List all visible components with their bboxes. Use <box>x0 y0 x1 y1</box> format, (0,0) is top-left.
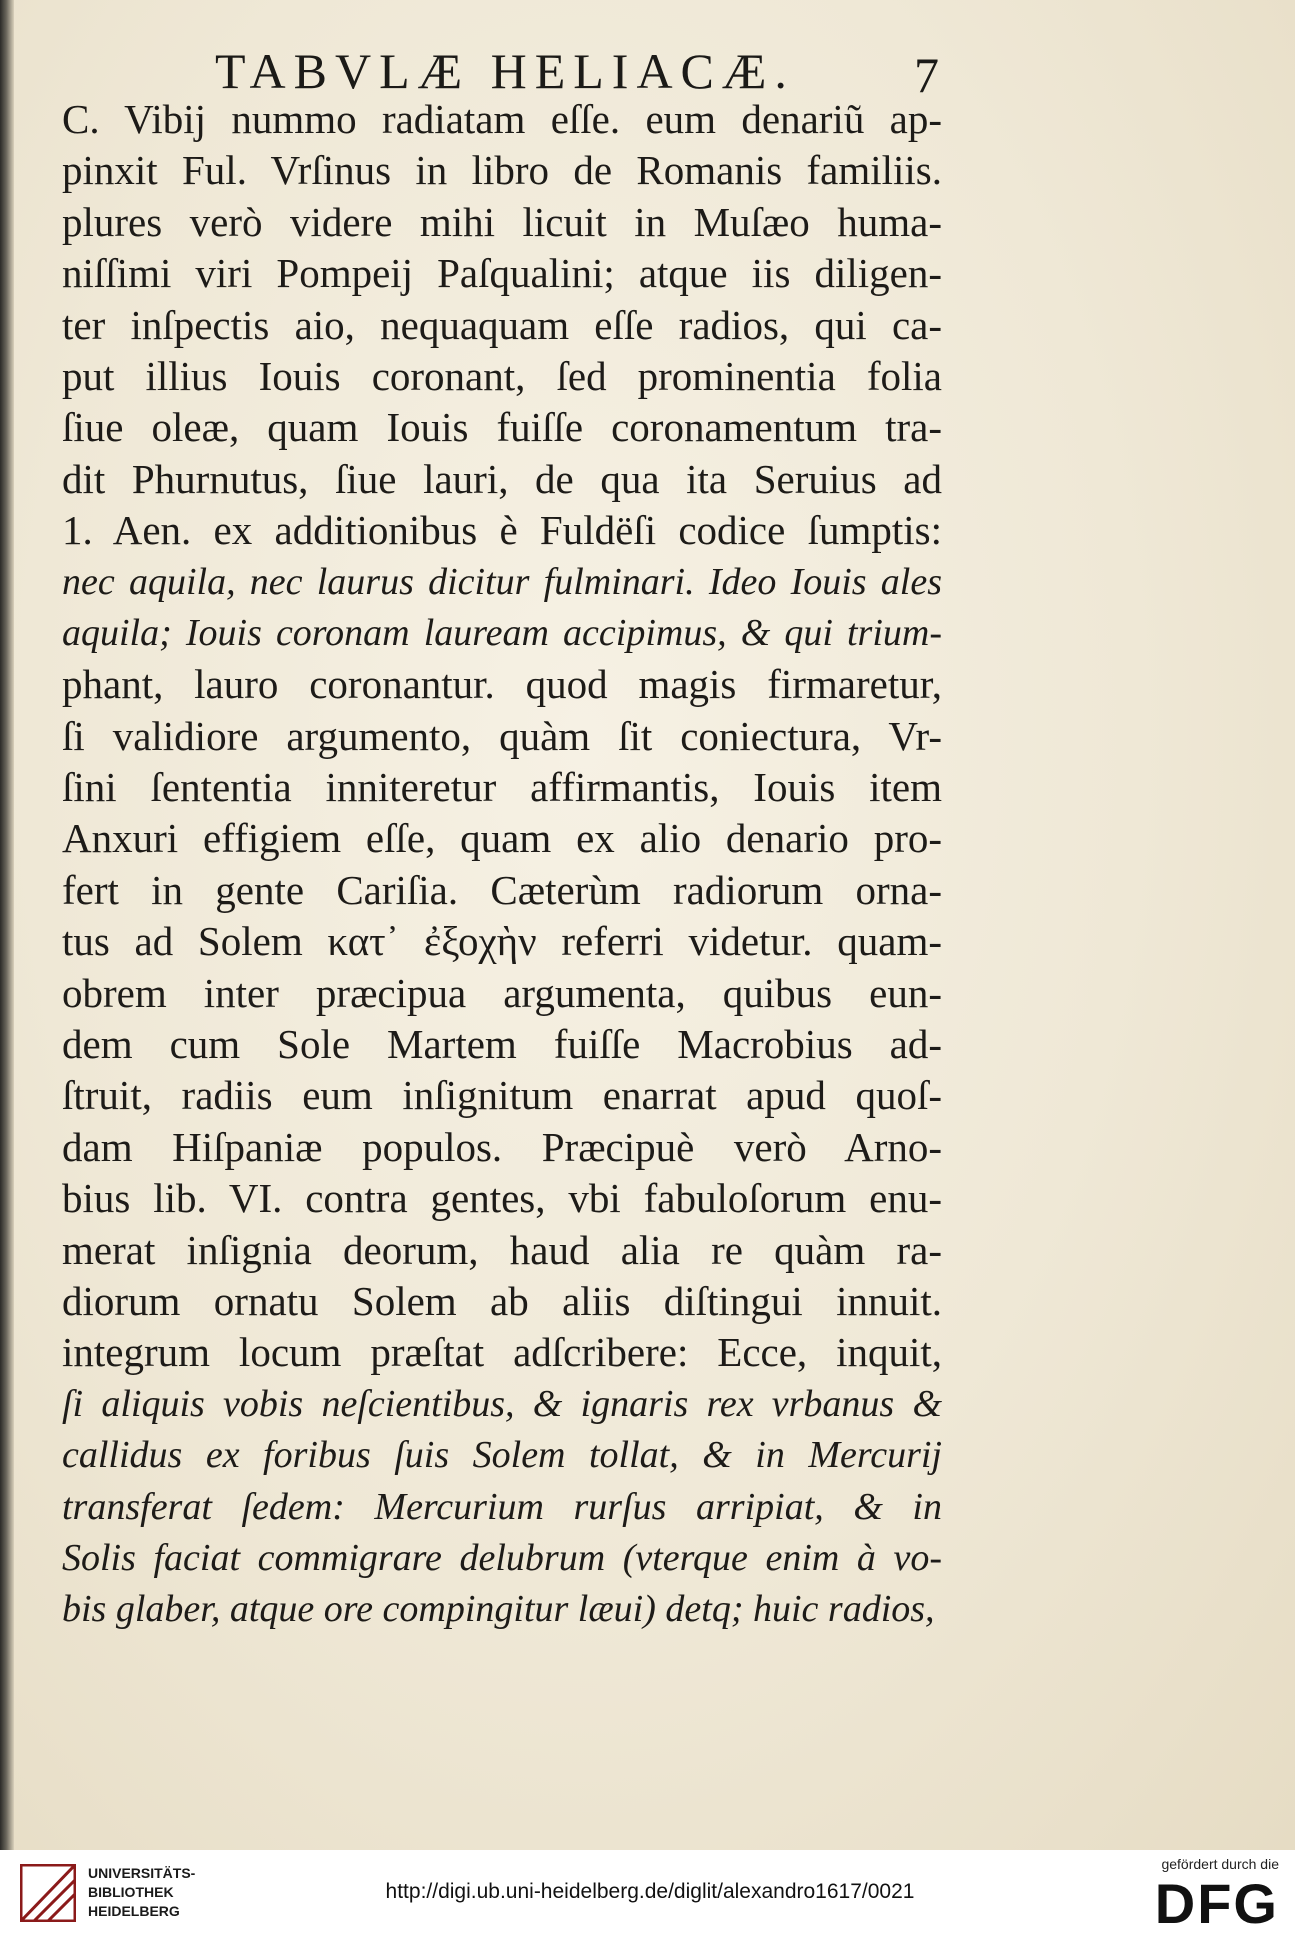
text-line: ſi validiore argumento, quàm ſit coniectura, Vr- <box>62 712 942 759</box>
text-line: callidus ex foribus ſuis Solem tollat, & in Mercurij <box>62 1434 942 1477</box>
viewer-footer <box>0 1850 1295 1939</box>
text-line: ter inſpectis aio, nequaquam eſſe radios, qui ca- <box>62 301 942 348</box>
text-line: merat inſignia deorum, haud alia re quàm ra- <box>62 1226 942 1273</box>
text-line: ſiue oleæ, quam Iouis fuiſſe coronamentum tra- <box>62 404 942 451</box>
text-line: dit Phurnutus, ſiue lauri, de qua ita Seruius ad <box>62 455 942 502</box>
text-line: aquila; Iouis coronam lauream accipimus, & qui trium- <box>62 611 942 654</box>
text-line: dem cum Sole Martem fuiſſe Macrobius ad- <box>62 1021 942 1068</box>
text-line: ſini ſententia inniteretur affirmantis, Iouis item <box>62 764 942 811</box>
text-line: integrum locum præſtat adſcribere: Ecce, inquit, <box>62 1329 942 1376</box>
university-library-logo-icon <box>20 1864 76 1922</box>
page-binding-edge <box>0 0 14 1850</box>
text-line: niſſimi viri Pompeij Paſqualini; atque iis diligen- <box>62 250 942 297</box>
library-name-line: BIBLIOTHEK <box>88 1884 174 1900</box>
running-head: TABVLÆ HELIACÆ. <box>215 43 795 99</box>
text-line: transferat ſedem: Mercurium rurſus arripiat, & in <box>62 1485 942 1528</box>
text-line: obrem inter præcipua argumenta, quibus eun- <box>62 969 942 1016</box>
text-line: 1. Aen. ex additionibus è Fuldëſi codice ſumptis: <box>62 507 942 554</box>
text-line: diorum ornatu Solem ab aliis diſtingui innuit. <box>62 1277 942 1324</box>
text-line: Solis faciat commigrare delubrum (vterque enim à vo- <box>62 1536 942 1579</box>
text-line: phant, lauro coronantur. quod magis firmaretur, <box>62 661 942 708</box>
text-line: plures verò videre mihi licuit in Muſæo huma- <box>62 198 942 245</box>
text-line: ſtruit, radiis eum inſignitum enarrat apud quoſ- <box>62 1072 942 1119</box>
text-line: put illius Iouis coronant, ſed prominentia folia <box>62 352 942 399</box>
body-text <box>62 94 942 1636</box>
text-line: fert in gente Cariſia. Cæterùm radiorum orna- <box>62 866 942 913</box>
permalink-url[interactable]: http://digi.ub.uni-heidelberg.de/diglit/alexandro1617/0021 <box>385 1880 915 1903</box>
library-name <box>88 1864 268 1921</box>
text-line: C. Vibij nummo radiatam eſſe. eum denariũ ap- <box>62 96 942 142</box>
library-name-line: HEIDELBERG <box>88 1903 180 1919</box>
text-line: bis glaber, atque ore compingitur læui) detq; huic radios, <box>62 1588 935 1631</box>
text-line: ſi aliquis vobis neſcientibus, & ignaris rex vrbanus & <box>62 1382 942 1425</box>
text-line: bius lib. VI. contra gentes, vbi fabuloſorum enu- <box>62 1175 942 1222</box>
funding-label: gefördert durch die <box>1161 1856 1279 1872</box>
page-number: 7 <box>914 47 939 103</box>
text-line: Anxuri effigiem eſſe, quam ex alio denario pro- <box>62 815 942 862</box>
text-line: dam Hiſpaniæ populos. Præcipuè verò Arno- <box>62 1123 942 1170</box>
library-name-line: UNIVERSITÄTS- <box>88 1865 196 1881</box>
text-line: tus ad Solem κατ᾽ ἐξοχὴν referri videtur. quam- <box>62 918 942 965</box>
text-line: pinxit Ful. Vrſinus in libro de Romanis familiis. <box>62 147 942 194</box>
text-line: nec aquila, nec laurus dicitur fulminari. Ideo Iouis ales <box>62 560 942 603</box>
dfg-logo: DFG <box>1154 1872 1279 1935</box>
page-header <box>205 38 945 103</box>
